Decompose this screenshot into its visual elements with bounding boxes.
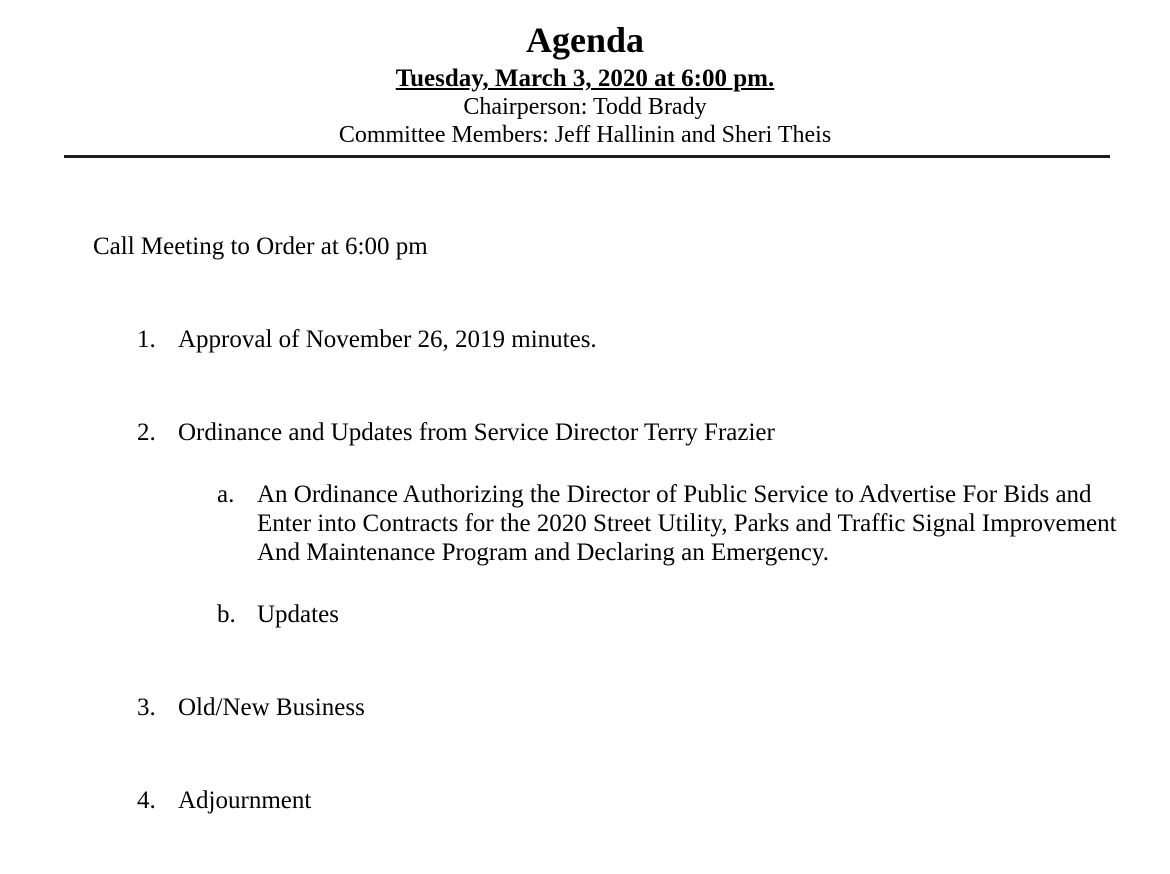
item-text: Adjournment — [178, 787, 312, 814]
call-to-order-line: Call Meeting to Order at 6:00 pm — [93, 233, 428, 260]
committee-members-line: Committee Members: Jeff Hallinin and Sheri Theis — [338, 122, 832, 148]
item-text: Approval of November 26, 2019 minutes. — [178, 326, 597, 353]
agenda-item-1 — [137, 325, 1170, 354]
subitem-text: Updates — [257, 601, 339, 628]
header-divider — [64, 155, 1110, 158]
chairperson-line: Chairperson: Todd Brady — [463, 94, 707, 120]
item-number: 3. — [137, 694, 156, 721]
meeting-date-line: Tuesday, March 3, 2020 at 6:00 pm. — [395, 65, 775, 92]
agenda-body — [0, 232, 1170, 815]
subitem-letter: a. — [217, 481, 235, 508]
page-title: Agenda — [525, 20, 645, 60]
agenda-subitem-2b — [217, 600, 1170, 629]
subitem-letter: b. — [217, 601, 236, 628]
item-text: Old/New Business — [178, 694, 365, 721]
item-number: 2. — [137, 419, 156, 446]
agenda-subitem-2a — [217, 480, 1170, 567]
item-number: 4. — [137, 787, 156, 814]
document-header — [0, 0, 1170, 149]
agenda-item-4 — [137, 786, 1170, 815]
item-number: 1. — [137, 326, 156, 353]
agenda-item-3 — [137, 693, 1170, 722]
subitem-text: An Ordinance Authorizing the Director of Public Service to Advertise For Bids and Enter into Contracts for the 2020 Street Utility, Parks and Traffic Signal Improvement And Maintenance Program and Declaring an Emergency. — [257, 481, 1117, 566]
item-text: Ordinance and Updates from Service Director Terry Frazier — [178, 419, 775, 446]
agenda-item-2 — [137, 418, 1170, 447]
